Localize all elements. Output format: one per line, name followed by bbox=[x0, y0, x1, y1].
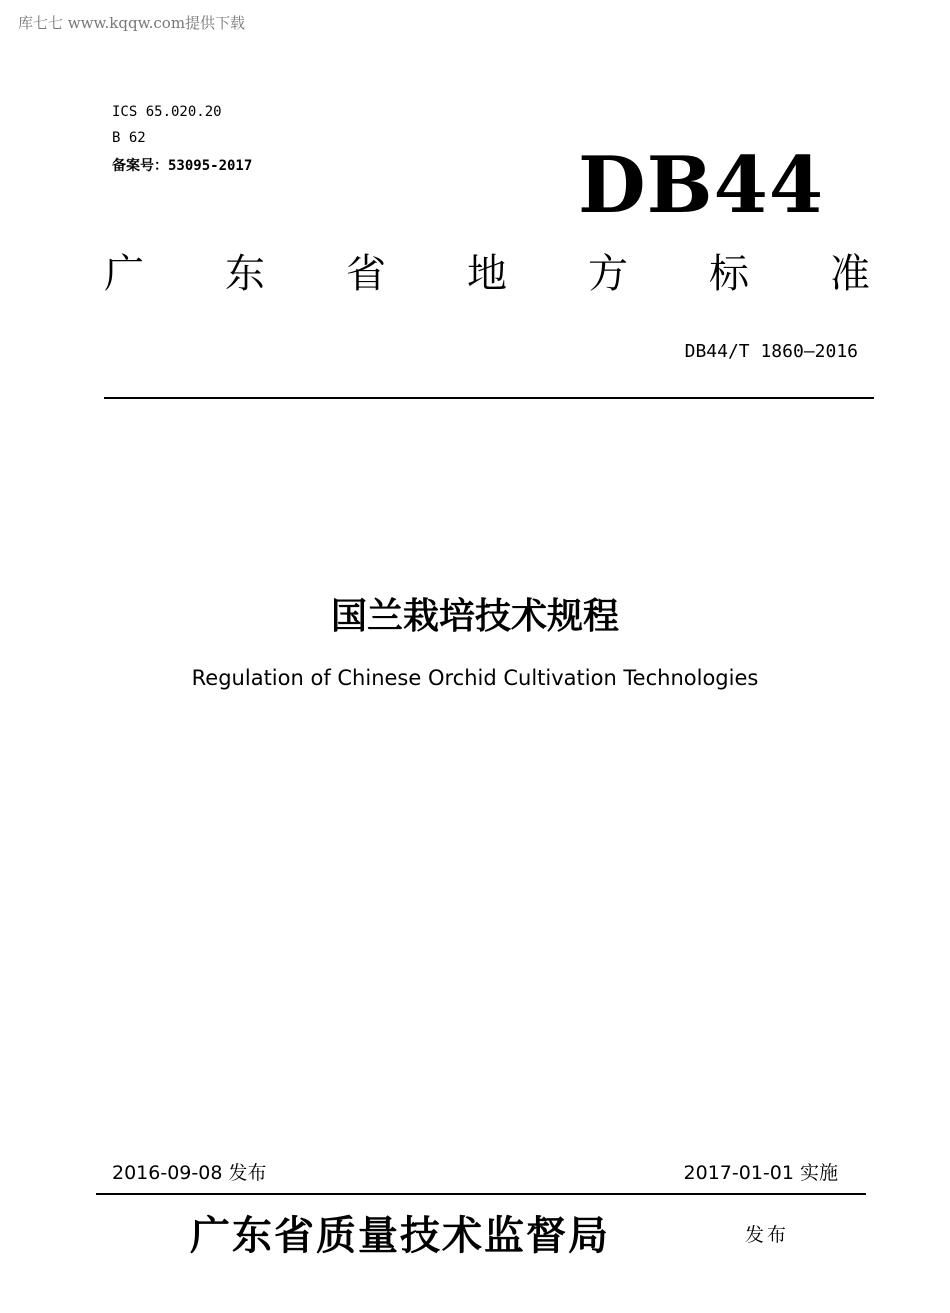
document-title-en: Regulation of Chinese Orchid Cultivation Technologies bbox=[191, 666, 759, 690]
publish-label: 发布 bbox=[745, 1224, 790, 1246]
document-title-cn: 国兰栽培技术规程 bbox=[330, 596, 619, 637]
standard-type-char: 标 bbox=[709, 251, 749, 297]
issuing-authority: 广东省质量技术监督局 bbox=[190, 1212, 610, 1259]
issue-date: 2016-09-08 发布 bbox=[112, 1162, 267, 1184]
standard-type-heading bbox=[104, 248, 870, 300]
standard-type-char: 省 bbox=[346, 251, 386, 297]
implement-date: 2017-01-01 实施 bbox=[683, 1162, 838, 1184]
watermark-text: 库七七 www.kqqw.com提供下载 bbox=[18, 14, 246, 32]
standard-type-char: 广 bbox=[104, 251, 144, 297]
db44-logo: DB44 bbox=[578, 140, 825, 231]
standard-type-char: 准 bbox=[830, 251, 870, 297]
ccs-code: B 62 bbox=[112, 130, 146, 146]
standard-type-char: 方 bbox=[588, 251, 628, 297]
standard-code: DB44/T 1860—2016 bbox=[684, 341, 858, 362]
footer-divider bbox=[96, 1193, 866, 1195]
filing-number: 备案号：53095-2017 bbox=[112, 158, 253, 174]
ics-code: ICS 65.020.20 bbox=[112, 104, 222, 120]
standard-type-char: 地 bbox=[467, 251, 507, 297]
standard-type-char: 东 bbox=[225, 251, 265, 297]
header-divider bbox=[104, 397, 874, 399]
